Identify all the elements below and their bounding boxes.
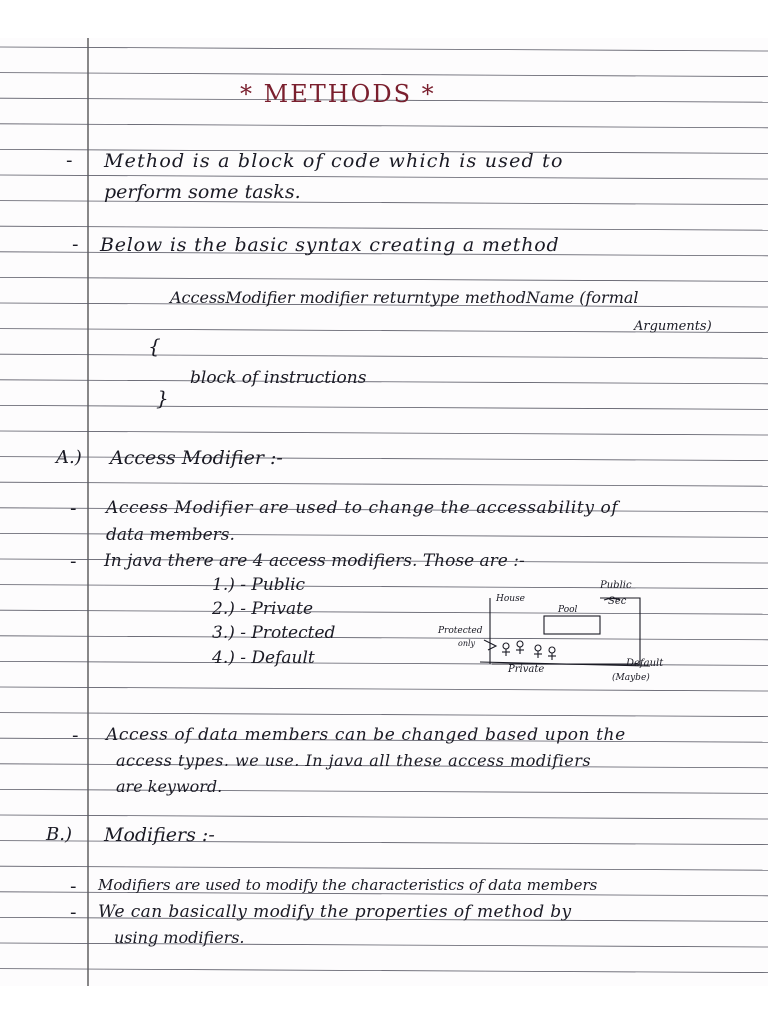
diagram-pool-label: Pool: [558, 605, 578, 615]
access-list-item: 2.) - Private: [212, 599, 314, 619]
intro-line: perform some tasks.: [104, 181, 301, 203]
diagram-house-label: House: [496, 594, 526, 604]
syntax-lead: Below is the basic syntax creating a method: [100, 234, 560, 256]
section-a-label: A.): [56, 447, 82, 468]
access-list-item: 1.) - Public: [212, 575, 306, 595]
section-b-heading: Modifiers :-: [104, 824, 215, 846]
modifiers-point: We can basically modify the properties of method by: [98, 902, 572, 922]
diagram-maybe-label: (Maybe): [612, 673, 650, 683]
diagram-default-label: Default: [626, 658, 664, 669]
bullet-dash: -: [70, 498, 77, 519]
open-brace: {: [148, 334, 161, 358]
diagram-only-label: only: [458, 639, 476, 648]
access-point: In java there are 4 access modifiers. Those are :-: [104, 551, 525, 571]
diagram-sec-label: Sec: [608, 596, 627, 607]
modifiers-point: using modifiers.: [114, 928, 245, 947]
modifiers-point: Modifiers are used to modify the characteristics of data members: [98, 876, 598, 894]
page-title: * METHODS *: [240, 80, 436, 108]
bullet-dash: -: [72, 725, 79, 746]
section-a-heading: Access Modifier :-: [110, 447, 283, 469]
access-list-item: 3.) - Protected: [212, 623, 336, 643]
intro-line: Method is a block of code which is used to: [104, 150, 564, 172]
syntax-signature-cont: Arguments): [634, 319, 712, 334]
bullet-dash: -: [70, 902, 77, 923]
access-note: Access of data members can be changed based upon the: [106, 725, 626, 745]
bullet-dash: -: [66, 150, 73, 171]
access-point: data members.: [106, 525, 235, 545]
diagram-private-label: Private: [508, 664, 545, 675]
access-list-item: 4.) - Default: [212, 648, 315, 668]
access-note: are keyword.: [116, 777, 223, 796]
notebook-page: [0, 38, 768, 986]
diagram-protected-label: Protected: [438, 626, 483, 636]
close-brace: }: [156, 386, 169, 410]
bullet-dash: -: [70, 876, 77, 897]
syntax-body: block of instructions: [190, 368, 367, 388]
bullet-dash: -: [70, 551, 77, 572]
access-point: Access Modifier are used to change the accessability of: [106, 498, 619, 518]
bullet-dash: -: [72, 234, 79, 255]
diagram-public-label: Public: [600, 580, 632, 591]
syntax-signature: AccessModifier modifier returntype methodName (formal: [170, 288, 639, 307]
access-note: access types. we use. In java all these access modifiers: [116, 751, 592, 770]
section-b-label: B.): [46, 824, 72, 845]
